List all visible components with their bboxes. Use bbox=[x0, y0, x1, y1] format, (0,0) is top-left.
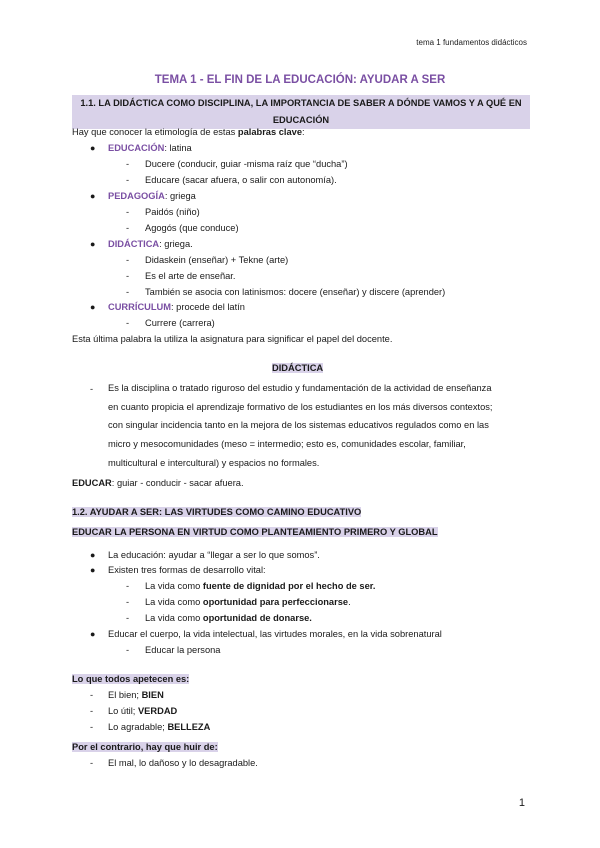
section-1-heading: 1.1. LA DIDÁCTICA COMO DISCIPLINA, LA IMPORTANCIA DE SABER A DÓNDE VAMOS Y A QUÉ EN EDUCACIÓN bbox=[72, 95, 530, 129]
term-sub-item: Agogós (que conduce) bbox=[145, 223, 239, 233]
educar-line: EDUCAR: guiar - conducir - sacar afuera. bbox=[72, 478, 244, 488]
section-2-subheading: EDUCAR LA PERSONA EN VIRTUD COMO PLANTEAMIENTO PRIMERO Y GLOBAL bbox=[72, 527, 438, 537]
point-1: La educación: ayudar a “llegar a ser lo que somos”. bbox=[108, 550, 320, 560]
dash-icon: - bbox=[126, 159, 130, 169]
document-title: TEMA 1 - EL FIN DE LA EDUCACIÓN: AYUDAR A SER bbox=[154, 74, 446, 86]
avoid-heading: Por el contrario, hay que huir de: bbox=[72, 742, 218, 752]
last-word-note: Esta última palabra la utiliza la asignatura para significar el papel del docente. bbox=[72, 334, 393, 344]
dash-icon: - bbox=[126, 175, 130, 185]
dash-icon: - bbox=[126, 223, 130, 233]
term-didactica: DIDÁCTICA: griega. bbox=[108, 239, 193, 249]
didactica-definition: Es la disciplina o tratado riguroso del estudio y fundamentación de la actividad de enseñanza en cuanto propicia el aprendizaje formativo de los estudiantes en los más diversos contextos; con singular incidencia tanto en la mejora de los sistemas educativos regulados como en las micro y mesocomunidades (meso = intermedio; esto es, comunidades escolar, familiar, multicultural e intercultural) y espacios no formales. bbox=[108, 383, 493, 468]
bullet-icon: ● bbox=[90, 239, 96, 249]
point-3-sub: Educar la persona bbox=[145, 645, 221, 655]
intro-line: Hay que conocer la etimología de estas palabras clave: bbox=[72, 127, 305, 137]
bullet-icon: ● bbox=[90, 565, 96, 575]
avoid-item: El mal, lo dañoso y lo desagradable. bbox=[108, 758, 258, 768]
bullet-icon: ● bbox=[90, 302, 96, 312]
desire-item: Lo útil; VERDAD bbox=[108, 706, 178, 716]
bullet-icon: ● bbox=[90, 550, 96, 560]
term-sub-item: También se asocia con latinismos: docere (enseñar) y discere (aprender) bbox=[145, 287, 446, 297]
form-item: La vida como oportunidad de donarse. bbox=[145, 613, 312, 623]
bullet-icon: ● bbox=[90, 629, 96, 639]
dash-icon: - bbox=[126, 597, 130, 607]
point-2: Existen tres formas de desarrollo vital: bbox=[108, 565, 266, 575]
term-sub-item: Educare (sacar afuera, o salir con autonomía). bbox=[145, 175, 337, 185]
dash-icon: - bbox=[90, 690, 94, 700]
dash-icon: - bbox=[126, 318, 130, 328]
section-2-heading: 1.2. AYUDAR A SER: LAS VIRTUDES COMO CAMINO EDUCATIVO bbox=[72, 507, 362, 517]
term-sub-item: Didaskein (enseñar) + Tekne (arte) bbox=[145, 255, 289, 265]
term-curriculum: CURRÍCULUM: procede del latín bbox=[108, 302, 245, 312]
page-header: tema 1 fundamentos didácticos bbox=[416, 38, 527, 47]
dash-icon: - bbox=[126, 271, 130, 281]
dash-icon: - bbox=[126, 207, 130, 217]
dash-icon: - bbox=[90, 758, 94, 768]
dash-icon: - bbox=[90, 722, 94, 732]
page-number: 1 bbox=[518, 797, 525, 809]
term-pedagogia: PEDAGOGÍA: griega bbox=[108, 191, 196, 201]
bullet-icon: ● bbox=[90, 191, 96, 201]
bullet-icon: ● bbox=[90, 143, 96, 153]
term-educacion: EDUCACIÓN: latina bbox=[108, 143, 192, 153]
dash-icon: - bbox=[126, 581, 130, 591]
desire-heading: Lo que todos apetecen es: bbox=[72, 674, 190, 684]
form-item: La vida como fuente de dignidad por el hecho de ser. bbox=[145, 581, 376, 591]
point-3: Educar el cuerpo, la vida intelectual, las virtudes morales, en la vida sobrenatural bbox=[108, 629, 442, 639]
dash-icon: - bbox=[126, 613, 130, 623]
desire-item: El bien; BIEN bbox=[108, 690, 164, 700]
dash-icon: - bbox=[126, 287, 130, 297]
term-sub-item: Paidós (niño) bbox=[145, 207, 200, 217]
dash-icon: - bbox=[90, 706, 94, 716]
desire-item: Lo agradable; BELLEZA bbox=[108, 722, 211, 732]
form-item: La vida como oportunidad para perfeccionarse. bbox=[145, 597, 351, 607]
dash-icon: - bbox=[126, 645, 130, 655]
dash-icon: - bbox=[126, 255, 130, 265]
didactica-heading: DIDÁCTICA bbox=[272, 363, 324, 373]
term-sub-item: Currere (carrera) bbox=[145, 318, 215, 328]
term-sub-item: Ducere (conducir, guiar -misma raíz que “ducha”) bbox=[145, 159, 348, 169]
term-sub-item: Es el arte de enseñar. bbox=[145, 271, 236, 281]
dash-icon: - bbox=[90, 384, 94, 394]
